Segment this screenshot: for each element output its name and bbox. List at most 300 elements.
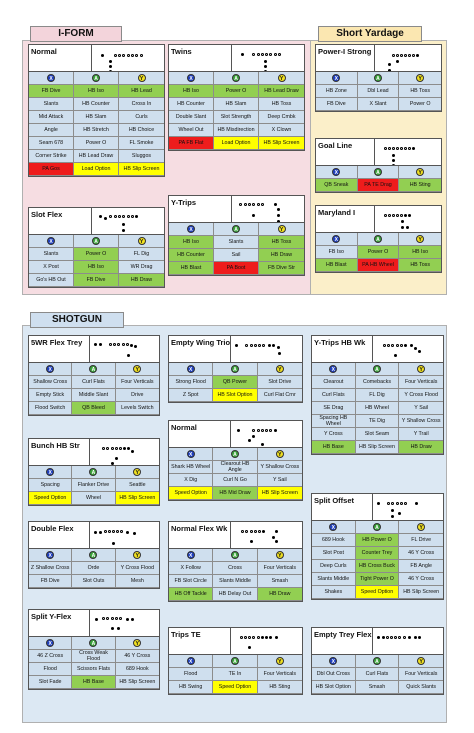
x-button-icon: X bbox=[187, 225, 195, 233]
button-header-cell bbox=[72, 549, 115, 562]
button-header-cell bbox=[74, 72, 119, 85]
player-marker bbox=[408, 214, 411, 217]
play-cell: HB Base bbox=[312, 441, 356, 454]
player-marker bbox=[398, 636, 401, 639]
formation-diagram bbox=[89, 522, 159, 548]
player-marker bbox=[250, 530, 253, 533]
player-marker bbox=[112, 542, 115, 545]
play-cell: Speed Option bbox=[356, 586, 400, 599]
play-cell: Speed Option bbox=[169, 487, 213, 500]
player-marker bbox=[261, 203, 264, 206]
play-cell: HB Blast bbox=[316, 259, 358, 272]
player-marker bbox=[127, 215, 130, 218]
play-cell: Levels Switch bbox=[116, 402, 159, 415]
play-grid bbox=[29, 466, 159, 505]
button-header-cell bbox=[169, 223, 214, 236]
player-marker bbox=[94, 531, 97, 534]
player-marker bbox=[388, 69, 391, 71]
button-header-cell bbox=[399, 166, 441, 179]
play-cell: Go's HB Out bbox=[29, 274, 74, 287]
player-marker bbox=[394, 354, 397, 357]
play-cell: FL Dig bbox=[119, 248, 164, 261]
play-cell: HB Slot Option bbox=[213, 389, 257, 402]
player-marker bbox=[396, 60, 399, 63]
player-marker bbox=[404, 502, 407, 505]
play-cell: Empty Stick bbox=[29, 389, 72, 402]
play-cell: HB Counter bbox=[169, 98, 214, 111]
play-cell: Scissors Flats bbox=[72, 663, 115, 676]
play-cell: HB Iso bbox=[74, 261, 119, 274]
button-header-cell bbox=[259, 72, 304, 85]
a-button-icon: A bbox=[232, 225, 240, 233]
card-header bbox=[316, 45, 441, 72]
formation-name: Twins bbox=[171, 47, 192, 56]
y-button-icon: Y bbox=[133, 551, 141, 559]
player-marker bbox=[418, 636, 421, 639]
play-cell: Four Verticals bbox=[399, 376, 443, 389]
formation-diagram bbox=[374, 139, 442, 165]
player-marker bbox=[396, 214, 399, 217]
formation-name: Normal Flex Wk bbox=[171, 524, 228, 533]
iform-section-title: I-FORM bbox=[30, 26, 122, 42]
player-marker bbox=[265, 636, 268, 639]
player-marker bbox=[394, 636, 397, 639]
play-cell: Y Sail bbox=[258, 474, 302, 487]
button-header-cell bbox=[29, 466, 72, 479]
player-marker bbox=[240, 636, 243, 639]
play-cell: WR Drag bbox=[119, 261, 164, 274]
a-button-icon: A bbox=[92, 74, 100, 82]
player-marker bbox=[396, 502, 399, 505]
play-cell: X Slant bbox=[358, 98, 400, 111]
formation-name: Bunch HB Str bbox=[31, 441, 80, 450]
play-cell: X Clown bbox=[259, 124, 304, 137]
player-marker bbox=[400, 344, 403, 347]
button-header-cell bbox=[213, 549, 257, 562]
play-cell: 46 Y Cross bbox=[116, 650, 159, 663]
play-cell: SE Drag bbox=[312, 402, 356, 415]
player-marker bbox=[122, 54, 125, 57]
play-cell: HB Iso bbox=[74, 85, 119, 98]
x-button-icon: X bbox=[46, 365, 54, 373]
play-cell: HB Iso bbox=[169, 236, 214, 249]
play-cell: HB Swing bbox=[169, 681, 213, 694]
play-cell: HB Slip Screen bbox=[259, 137, 304, 150]
button-header-cell bbox=[119, 72, 164, 85]
play-cell: Curl Flats bbox=[312, 389, 356, 402]
formation-name: Y-Trips bbox=[171, 198, 197, 207]
a-button-icon: A bbox=[232, 74, 240, 82]
play-cell: HB Mid Draw bbox=[213, 487, 257, 500]
play-cell: Four Verticals bbox=[258, 668, 302, 681]
play-cell: Slants bbox=[29, 98, 74, 111]
formation-diagram bbox=[372, 494, 443, 520]
play-cell: FL Drive bbox=[399, 534, 443, 547]
play-cell: Double Slant bbox=[169, 111, 214, 124]
play-cell: HB Counter bbox=[74, 98, 119, 111]
play-cell: Z Shallow Cross bbox=[29, 562, 72, 575]
play-cell: HB Iso bbox=[169, 85, 214, 98]
player-marker bbox=[119, 447, 122, 450]
play-cell: Spacing bbox=[29, 479, 72, 492]
player-marker bbox=[134, 345, 137, 348]
play-card bbox=[311, 627, 444, 695]
player-marker bbox=[274, 203, 277, 206]
button-header-cell bbox=[258, 549, 302, 562]
formation-diagram bbox=[372, 628, 443, 654]
player-marker bbox=[261, 429, 264, 432]
card-header bbox=[169, 522, 302, 549]
card-header bbox=[29, 522, 159, 549]
x-button-icon: X bbox=[329, 523, 337, 531]
play-cell: Quick Slants bbox=[399, 681, 443, 694]
play-cell: Slot Fade bbox=[29, 676, 72, 689]
play-cell: Clearout HB Angle bbox=[213, 461, 257, 474]
player-marker bbox=[272, 536, 275, 539]
button-header-cell bbox=[312, 363, 356, 376]
player-marker bbox=[392, 54, 395, 57]
player-marker bbox=[391, 502, 394, 505]
play-cell: Strong Flood bbox=[169, 376, 213, 389]
player-marker bbox=[261, 636, 264, 639]
player-marker bbox=[99, 531, 102, 534]
play-cell: Orde bbox=[72, 562, 115, 575]
button-header-cell bbox=[316, 166, 358, 179]
play-cell: HB Draw bbox=[399, 441, 443, 454]
play-cell: QB Sneak bbox=[316, 179, 358, 192]
x-button-icon: X bbox=[187, 74, 195, 82]
play-cell: Deep Cmbk bbox=[259, 111, 304, 124]
player-marker bbox=[396, 147, 399, 150]
card-header bbox=[169, 336, 302, 363]
play-cell: 46 Y Cross bbox=[399, 547, 443, 560]
player-marker bbox=[254, 344, 257, 347]
x-button-icon: X bbox=[47, 237, 55, 245]
player-marker bbox=[392, 147, 395, 150]
player-marker bbox=[404, 214, 407, 217]
player-marker bbox=[116, 530, 119, 533]
play-cell: Smash bbox=[258, 575, 302, 588]
play-card bbox=[168, 195, 305, 276]
player-marker bbox=[102, 447, 105, 450]
player-marker bbox=[387, 344, 390, 347]
play-card bbox=[168, 627, 303, 695]
formation-name: Empty Wing Trio bbox=[171, 338, 231, 347]
a-button-icon: A bbox=[89, 468, 97, 476]
play-cell: Four Verticals bbox=[258, 562, 302, 575]
player-marker bbox=[104, 530, 107, 533]
y-button-icon: Y bbox=[276, 657, 284, 665]
button-header-cell bbox=[356, 521, 400, 534]
button-header-cell bbox=[356, 363, 400, 376]
formation-diagram bbox=[89, 439, 159, 465]
x-button-icon: X bbox=[332, 74, 340, 82]
player-marker bbox=[117, 343, 120, 346]
player-marker bbox=[118, 215, 121, 218]
play-card bbox=[315, 138, 442, 193]
play-cell: Mesh bbox=[116, 575, 159, 588]
play-cell: Four Verticals bbox=[399, 668, 443, 681]
button-header-cell bbox=[312, 521, 356, 534]
play-card bbox=[28, 207, 165, 288]
x-button-icon: X bbox=[187, 551, 195, 559]
card-header bbox=[312, 628, 443, 655]
button-header-cell bbox=[399, 521, 443, 534]
play-cell: TE Dig bbox=[356, 415, 400, 428]
player-marker bbox=[111, 617, 114, 620]
button-header-cell bbox=[214, 72, 259, 85]
y-button-icon: Y bbox=[278, 74, 286, 82]
play-cell: Flanker Drive bbox=[72, 479, 115, 492]
player-marker bbox=[278, 352, 281, 355]
play-card bbox=[315, 44, 442, 112]
player-marker bbox=[414, 636, 417, 639]
button-header-cell bbox=[169, 448, 213, 461]
player-marker bbox=[264, 60, 267, 63]
button-header-cell bbox=[312, 655, 356, 668]
player-marker bbox=[278, 53, 281, 56]
button-header-cell bbox=[169, 655, 213, 668]
play-cell: HB Choice bbox=[119, 124, 164, 137]
a-button-icon: A bbox=[373, 365, 381, 373]
player-marker bbox=[404, 147, 407, 150]
a-button-icon: A bbox=[89, 551, 97, 559]
player-marker bbox=[274, 429, 277, 432]
formation-diagram bbox=[231, 196, 304, 222]
play-cell: HB Toss bbox=[399, 259, 441, 272]
player-marker bbox=[269, 53, 272, 56]
player-marker bbox=[114, 54, 117, 57]
play-cell: HB Lead Draw bbox=[74, 150, 119, 163]
y-button-icon: Y bbox=[276, 365, 284, 373]
formation-diagram bbox=[89, 336, 159, 362]
play-cell: PA HB Wheel bbox=[358, 259, 400, 272]
card-header bbox=[29, 208, 164, 235]
player-marker bbox=[248, 646, 251, 649]
play-cell: Four Verticals bbox=[116, 376, 159, 389]
play-cell: Seam 678 bbox=[29, 137, 74, 150]
formation-diagram bbox=[230, 421, 302, 447]
card-header bbox=[29, 45, 164, 72]
play-cell: Y Sail bbox=[399, 402, 443, 415]
play-cell: X Post bbox=[29, 261, 74, 274]
player-marker bbox=[109, 65, 112, 68]
play-cell: Wheel bbox=[72, 492, 115, 505]
button-header-cell bbox=[399, 363, 443, 376]
player-marker bbox=[377, 502, 380, 505]
player-marker bbox=[114, 215, 117, 218]
player-marker bbox=[108, 530, 111, 533]
play-cell: HB Slam bbox=[214, 98, 259, 111]
player-marker bbox=[235, 344, 238, 347]
play-cell: Slot Post bbox=[312, 547, 356, 560]
play-cell: Slot Drive bbox=[258, 376, 302, 389]
x-button-icon: X bbox=[187, 657, 195, 665]
play-cell: FL Smoke bbox=[119, 137, 164, 150]
player-marker bbox=[391, 509, 394, 512]
formation-name: Trips TE bbox=[171, 630, 201, 639]
play-cell: HB Sting bbox=[399, 179, 441, 192]
player-marker bbox=[252, 636, 255, 639]
formation-diagram bbox=[230, 522, 302, 548]
play-cell: HB Stretch bbox=[74, 124, 119, 137]
button-header-cell bbox=[169, 363, 213, 376]
x-button-icon: X bbox=[329, 657, 337, 665]
play-cell: Angle bbox=[29, 124, 74, 137]
y-button-icon: Y bbox=[416, 74, 424, 82]
play-cell: Smash bbox=[356, 681, 400, 694]
player-marker bbox=[252, 435, 255, 438]
play-cell: Flood bbox=[169, 668, 213, 681]
formation-diagram bbox=[91, 45, 164, 71]
play-card bbox=[28, 438, 160, 506]
play-grid bbox=[169, 363, 302, 402]
player-marker bbox=[99, 343, 102, 346]
play-cell: Curl N Go bbox=[213, 474, 257, 487]
button-header-cell bbox=[316, 233, 358, 246]
player-marker bbox=[408, 54, 411, 57]
player-marker bbox=[398, 512, 401, 515]
button-header-cell bbox=[213, 655, 257, 668]
player-marker bbox=[408, 636, 411, 639]
play-cell: Slot Outs bbox=[72, 575, 115, 588]
play-cell: TE In bbox=[213, 668, 257, 681]
play-cell: 689 Hook bbox=[116, 663, 159, 676]
button-header-cell bbox=[116, 549, 159, 562]
play-cell: HB Draw bbox=[259, 249, 304, 262]
player-marker bbox=[122, 229, 125, 232]
play-cell: HB Zone bbox=[316, 85, 358, 98]
play-card bbox=[168, 521, 303, 602]
player-marker bbox=[400, 54, 403, 57]
player-marker bbox=[269, 636, 272, 639]
play-cell: Sluggos bbox=[119, 150, 164, 163]
y-button-icon: Y bbox=[133, 468, 141, 476]
player-marker bbox=[140, 54, 143, 57]
play-cell: Slants bbox=[214, 236, 259, 249]
x-button-icon: X bbox=[332, 235, 340, 243]
formation-diagram bbox=[89, 610, 159, 636]
a-button-icon: A bbox=[89, 365, 97, 373]
player-marker bbox=[274, 53, 277, 56]
player-marker bbox=[122, 223, 125, 226]
play-cell: Curl Flat Crnr bbox=[258, 389, 302, 402]
play-cell: Y Shallow Cross bbox=[399, 415, 443, 428]
play-cell: QB Bleed bbox=[72, 402, 115, 415]
a-button-icon: A bbox=[92, 237, 100, 245]
play-cell: HB Power O bbox=[356, 534, 400, 547]
play-cell: Dbl Lead bbox=[358, 85, 400, 98]
player-marker bbox=[257, 636, 260, 639]
play-cell: X Dig bbox=[169, 474, 213, 487]
player-marker bbox=[99, 215, 102, 218]
button-header-cell bbox=[72, 363, 115, 376]
formation-diagram bbox=[230, 628, 302, 654]
button-header-cell bbox=[116, 466, 159, 479]
play-cell: Y Cross Flood bbox=[116, 562, 159, 575]
play-cell: Cross In bbox=[119, 98, 164, 111]
player-marker bbox=[113, 343, 116, 346]
player-marker bbox=[252, 214, 255, 217]
player-marker bbox=[131, 215, 134, 218]
button-header-cell bbox=[169, 72, 214, 85]
player-marker bbox=[265, 429, 268, 432]
play-cell: FB Dive bbox=[29, 85, 74, 98]
play-cell: FB Slot Circle bbox=[169, 575, 213, 588]
player-marker bbox=[117, 627, 120, 630]
button-header-cell bbox=[316, 72, 358, 85]
formation-name: Normal bbox=[171, 423, 197, 432]
play-grid bbox=[312, 521, 443, 599]
play-cell: Mid Attack bbox=[29, 111, 74, 124]
player-marker bbox=[127, 354, 130, 357]
play-card bbox=[311, 493, 444, 600]
player-marker bbox=[391, 515, 394, 518]
formation-name: Power-I Strong bbox=[318, 47, 372, 56]
player-marker bbox=[396, 54, 399, 57]
player-marker bbox=[415, 502, 418, 505]
play-cell: HB Toss bbox=[399, 85, 441, 98]
player-marker bbox=[387, 502, 390, 505]
play-cell: Power O bbox=[358, 246, 400, 259]
player-marker bbox=[391, 344, 394, 347]
player-marker bbox=[109, 70, 112, 71]
play-cell: Dbl Out Cross bbox=[312, 668, 356, 681]
player-marker bbox=[111, 447, 114, 450]
card-header bbox=[312, 494, 443, 521]
y-button-icon: Y bbox=[278, 225, 286, 233]
player-marker bbox=[392, 154, 395, 157]
player-marker bbox=[400, 147, 403, 150]
play-cell: Load Option bbox=[214, 137, 259, 150]
a-button-icon: A bbox=[373, 523, 381, 531]
player-marker bbox=[241, 530, 244, 533]
play-cell: HB Slip Screen bbox=[119, 163, 164, 176]
play-cell: Slot Strength bbox=[214, 111, 259, 124]
card-header bbox=[169, 421, 302, 448]
x-button-icon: X bbox=[46, 639, 54, 647]
button-header-cell bbox=[358, 233, 400, 246]
player-marker bbox=[262, 530, 265, 533]
player-marker bbox=[252, 53, 255, 56]
player-marker bbox=[101, 54, 104, 57]
player-marker bbox=[104, 217, 107, 220]
player-marker bbox=[264, 70, 267, 71]
y-button-icon: Y bbox=[417, 523, 425, 531]
formation-diagram bbox=[91, 208, 164, 234]
player-marker bbox=[392, 164, 395, 165]
formation-diagram bbox=[231, 45, 304, 71]
play-card bbox=[168, 44, 305, 151]
button-header-cell bbox=[214, 223, 259, 236]
player-marker bbox=[401, 220, 404, 223]
play-cell: Curls bbox=[119, 111, 164, 124]
play-cell: HB Sting bbox=[258, 681, 302, 694]
player-marker bbox=[252, 203, 255, 206]
play-cell: HB Wheel bbox=[356, 402, 400, 415]
player-marker bbox=[122, 215, 125, 218]
y-button-icon: Y bbox=[138, 74, 146, 82]
play-card bbox=[28, 609, 160, 690]
y-button-icon: Y bbox=[276, 551, 284, 559]
play-cell: Cross bbox=[213, 562, 257, 575]
player-marker bbox=[109, 343, 112, 346]
player-marker bbox=[412, 54, 415, 57]
player-marker bbox=[261, 53, 264, 56]
play-grid bbox=[316, 233, 441, 272]
player-marker bbox=[400, 214, 403, 217]
play-cell: Corner Strike bbox=[29, 150, 74, 163]
